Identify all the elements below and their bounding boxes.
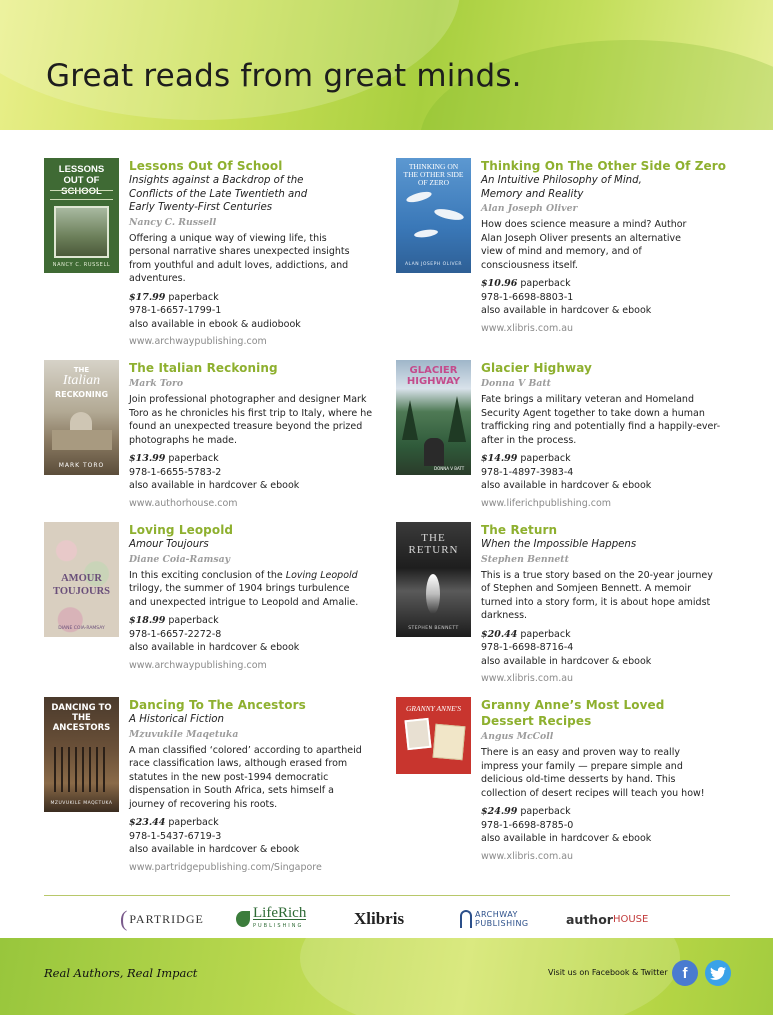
twitter-bird-icon xyxy=(710,967,726,980)
book-title[interactable]: The Return xyxy=(481,523,558,537)
liferich-leaf-icon xyxy=(236,911,250,927)
book-price: $24.99 xyxy=(481,806,518,817)
desc-part: In this exciting conclusion of the xyxy=(129,569,286,581)
book-subtitle: When the Impossible Happens xyxy=(481,539,637,550)
book-format: paperback xyxy=(520,453,571,464)
book-description: How does science measure a mind? Author Alan Joseph Oliver presents an alternative view of mind and memory, and of consciousness itself. xyxy=(481,219,687,271)
book-subtitle: Insights against a Backdrop of the Conflicts of the Late Twentieth and Early Twenty-First Centuries xyxy=(129,175,308,213)
book-title[interactable]: Lessons Out Of School xyxy=(129,159,283,173)
book-cover[interactable] xyxy=(44,522,119,637)
book-author: Donna V Batt xyxy=(481,378,551,389)
book-availability: also available in hardcover & ebook xyxy=(129,844,300,855)
book-cover[interactable] xyxy=(44,360,119,475)
cover-title: GRANNY ANNE'S xyxy=(405,704,462,713)
desc-italic-title: Loving Leopold xyxy=(285,569,358,581)
book-url[interactable]: www.partridgepublishing.com/Singapore xyxy=(129,861,322,873)
cover-author: NANCY C. RUSSELL xyxy=(52,262,111,268)
book-info xyxy=(129,360,394,510)
cover-rule xyxy=(50,190,113,200)
book-price: $20.44 xyxy=(481,628,518,640)
book-price: $10.96 xyxy=(481,278,518,289)
liferich-sub: PUBLISHING xyxy=(253,919,306,932)
book-price: $13.99 xyxy=(129,453,166,464)
book-title[interactable]: Loving Leopold xyxy=(129,523,234,537)
book-author: Nancy C. Russell xyxy=(129,216,217,228)
book-url[interactable]: www.xlibris.com.au xyxy=(481,322,574,334)
cover-author: ALAN JOSEPH OLIVER xyxy=(404,262,463,267)
book-isbn: 978-1-6698-8785-0 xyxy=(481,819,574,831)
book-format: paperback xyxy=(520,278,571,289)
book-description: This is a true story based on the 20-year journey of Stephen and Somjeen Bennett. A memoir turned into a story form, it is about hope amidst darkness. xyxy=(481,569,713,621)
book-author: Stephen Bennett xyxy=(481,553,569,565)
book-price: $23.44 xyxy=(129,817,166,828)
cover-photo xyxy=(54,206,109,258)
book-title[interactable]: Dancing To The Ancestors xyxy=(129,698,306,712)
cover-the: THE xyxy=(73,366,90,374)
liferich-logo[interactable] xyxy=(236,904,306,934)
book-isbn: 978-1-6698-8716-4 xyxy=(481,642,574,653)
cover-title: DANCING TO THE ANCESTORS xyxy=(51,703,112,733)
book-availability: also available in hardcover & ebook xyxy=(481,655,652,667)
authorhouse-a: author xyxy=(566,911,613,927)
price-line xyxy=(129,614,384,628)
book-availability: also available in ebook & audiobook xyxy=(129,318,301,330)
footer-banner xyxy=(0,938,773,1015)
cover-recipe-card xyxy=(433,724,466,760)
book-subtitle: Amour Toujours xyxy=(129,539,209,550)
book-cover[interactable] xyxy=(396,697,471,774)
book-availability: also available in hardcover & ebook xyxy=(481,305,652,316)
book-title[interactable]: Granny Anne’s Most Loved Dessert Recipes xyxy=(481,698,665,728)
cover-photo xyxy=(404,718,431,750)
cover-author: STEPHEN BENNETT xyxy=(408,626,459,631)
book-format: paperback xyxy=(168,817,219,828)
cover-title: THINKING ON THE OTHER SIDE OF ZERO xyxy=(403,162,464,187)
visit-social-text: Visit us on Facebook & Twitter xyxy=(548,968,668,977)
book-info xyxy=(481,158,741,335)
book-description xyxy=(129,569,359,610)
book-info xyxy=(481,697,736,863)
authorhouse-b: HOUSE xyxy=(612,913,649,925)
book-subtitle: An Intuitive Philosophy of Mind, Memory and Reality xyxy=(481,175,642,200)
xlibris-name: Xlibris xyxy=(354,909,405,928)
cover-title: THE RETURN xyxy=(408,532,459,556)
price-line xyxy=(481,805,736,819)
price-line xyxy=(129,452,394,466)
partridge-logo[interactable] xyxy=(120,904,204,934)
price-line xyxy=(481,452,736,466)
book-availability: also available in hardcover & ebook xyxy=(129,480,300,491)
book-url[interactable]: www.liferichpublishing.com xyxy=(481,497,612,509)
cover-gull xyxy=(405,190,432,204)
price-line xyxy=(129,291,384,305)
book-cover[interactable] xyxy=(396,158,471,273)
book-format: paperback xyxy=(168,453,219,464)
cover-italian: Italian xyxy=(62,373,101,388)
cover-building xyxy=(52,430,112,450)
cover-trees xyxy=(54,747,109,792)
book-isbn: 978-1-6655-5783-2 xyxy=(129,466,222,478)
cover-author: DIANE COIA-RAMSAY xyxy=(58,626,105,631)
book-subtitle: A Historical Fiction xyxy=(129,714,224,725)
book-availability: also available in hardcover & ebook xyxy=(129,642,300,653)
archway-arch-icon xyxy=(460,910,472,928)
book-author: Diane Coia-Ramsay xyxy=(129,553,231,565)
cover-title: LESSONS OUT OF SCHOOL xyxy=(58,164,105,197)
book-info xyxy=(129,697,384,874)
book-description: Join professional photographer and designer Mark Toro as he chronicles his first trip to Italy, where he found an unexpected treasure beyond the prized photographs he made. xyxy=(129,394,373,446)
publisher-logos xyxy=(0,900,773,936)
book-format: paperback xyxy=(520,806,571,817)
archway-sub: PUBLISHING xyxy=(475,919,529,928)
partridge-bird-icon: ( xyxy=(120,906,128,931)
book-cover[interactable] xyxy=(44,158,119,273)
book-title[interactable]: The Italian Reckoning xyxy=(129,361,278,375)
page-headline: Great reads from great minds. xyxy=(46,58,522,94)
price-line xyxy=(481,277,741,291)
liferich-wordmark xyxy=(253,904,307,932)
book-description: There is an easy and proven way to really impress your family — prepare simple and delicious old-time desserts by hand. This collection of desert recipes will teach you how! xyxy=(481,747,705,799)
header-banner xyxy=(0,0,773,130)
divider xyxy=(44,895,730,896)
book-price: $17.99 xyxy=(129,291,166,303)
cover-gull xyxy=(414,228,439,238)
twitter-icon[interactable] xyxy=(705,960,731,986)
book-url[interactable]: www.xlibris.com.au xyxy=(481,850,574,862)
book-info xyxy=(481,360,736,510)
book-cover[interactable] xyxy=(396,522,471,637)
cover-author: DONNA V BATT xyxy=(434,466,465,471)
book-url[interactable]: www.authorhouse.com xyxy=(129,497,238,509)
cover-couple xyxy=(424,438,444,466)
cover-author: MARK TORO xyxy=(58,462,105,469)
book-author: Mark Toro xyxy=(129,378,184,389)
cover-gull xyxy=(433,207,464,222)
book-url[interactable]: www.xlibris.com.au xyxy=(481,673,574,684)
book-info xyxy=(129,522,384,672)
book-availability: also available in hardcover & ebook xyxy=(481,833,652,844)
book-info xyxy=(481,522,736,686)
book-title[interactable]: Thinking On The Other Side Of Zero xyxy=(481,159,727,173)
book-author: Angus McColl xyxy=(481,731,554,742)
book-isbn: 978-1-5437-6719-3 xyxy=(129,830,222,842)
cover-tree xyxy=(448,396,466,442)
book-format: paperback xyxy=(520,628,571,640)
book-availability: also available in hardcover & ebook xyxy=(481,480,652,491)
book-isbn: 978-1-6698-8803-1 xyxy=(481,291,574,303)
liferich-name: LifeRich xyxy=(253,904,307,921)
cover-title: RECKONING xyxy=(54,390,109,399)
book-format: paperback xyxy=(168,291,219,303)
cover-author: MZUVUKILE MAQETUKA xyxy=(50,801,113,806)
book-description: Offering a unique way of viewing life, this personal narrative shares unexpected insights from youthful and adult loves, addictions, and adventures. xyxy=(129,232,350,284)
book-price: $18.99 xyxy=(129,615,166,626)
book-format: paperback xyxy=(168,615,219,626)
book-description: A man classified ‘colored’ according to apartheid race classification laws, although erased from statutes in the new post-1994 democratic dispensation in South Africa, sets himself a journey of recovering his roots. xyxy=(129,744,362,810)
cover-tree xyxy=(402,400,418,440)
archway-name: ARCHWAY xyxy=(475,910,518,919)
book-author: Mzuvukile Maqetuka xyxy=(129,728,239,740)
partridge-name: PARTRIDGE xyxy=(129,911,204,926)
cover-title: GLACIER HIGHWAY xyxy=(406,365,461,387)
archway-logo[interactable] xyxy=(460,904,529,934)
price-line xyxy=(129,816,384,830)
facebook-icon[interactable]: f xyxy=(672,960,698,986)
cover-title: AMOUR TOUJOURS xyxy=(53,573,110,597)
book-url[interactable]: www.archwaypublishing.com xyxy=(129,659,267,671)
authorhouse-logo[interactable] xyxy=(566,904,648,934)
book-price: $14.99 xyxy=(481,453,518,464)
book-info xyxy=(129,158,384,349)
price-line xyxy=(481,628,736,642)
book-isbn: 978-1-4897-3983-4 xyxy=(481,466,574,478)
desc-part: trilogy, the summer of 1904 brings turbulence and unexpected intrigue to Leopold and Amalie. xyxy=(129,583,359,608)
footer-tagline: Real Authors, Real Impact xyxy=(44,966,198,980)
book-isbn: 978-1-6657-1799-1 xyxy=(129,305,222,316)
book-cover[interactable] xyxy=(44,697,119,812)
xlibris-logo[interactable] xyxy=(354,904,404,934)
book-url[interactable]: www.archwaypublishing.com xyxy=(129,336,267,347)
book-description: Fate brings a military veteran and Homeland Security Agent together to take down a human trafficking ring and potentially find a happily-ever-after in the process. xyxy=(481,394,721,446)
book-isbn: 978-1-6657-2272-8 xyxy=(129,628,222,640)
book-author: Alan Joseph Oliver xyxy=(481,203,578,214)
book-cover[interactable] xyxy=(396,360,471,475)
cover-light xyxy=(426,574,440,614)
archway-wordmark xyxy=(475,910,529,928)
book-title[interactable]: Glacier Highway xyxy=(481,361,592,375)
